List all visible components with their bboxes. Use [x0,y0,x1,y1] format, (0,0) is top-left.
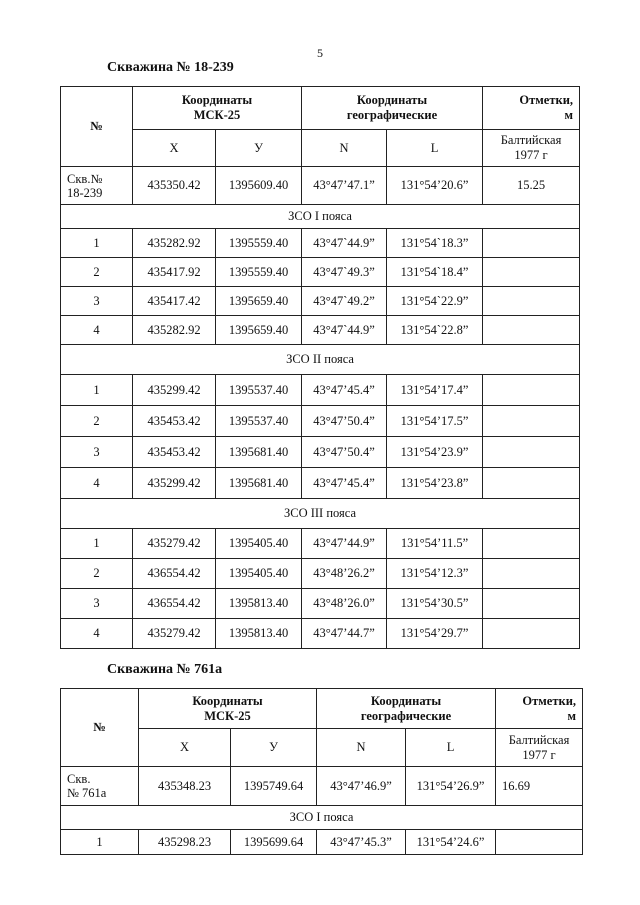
table-row [61,589,580,619]
cell-num: 2 [61,406,133,437]
cell-num: 3 [61,287,133,316]
col-header-baltic [496,729,583,767]
table-row [61,529,580,559]
col-header-marks [496,689,583,729]
cell-l: 131°54’23.8” [387,468,483,499]
zone-title: ЗСО I пояса [61,806,583,830]
cell-mark [483,258,580,287]
cell-n: 43°47’47.1” [302,167,387,205]
col-header-num: № [61,689,139,767]
col-header-geo [317,689,496,729]
col-header-geo [302,87,483,130]
cell-l: 131°54’17.5” [387,406,483,437]
cell-l: 131°54`22.8” [387,316,483,345]
col-header-y: У [216,130,302,167]
cell-x: 435348.23 [139,767,231,806]
cell-l: 131°54’26.9” [406,767,496,806]
col-header-marks-line2: м [567,708,577,723]
cell-y: 1395537.40 [216,406,302,437]
cell-n: 43°47`49.3” [302,258,387,287]
well-label-line2: 18-239 [67,185,103,200]
col-header-msk-line1: Координаты [181,93,253,107]
cell-mark [483,287,580,316]
cell-y: 1395537.40 [216,375,302,406]
cell-n: 43°47’45.4” [302,375,387,406]
well-label [61,767,139,806]
cell-mark [483,529,580,559]
well-label-line1: Скв. [67,772,91,786]
cell-num: 4 [61,468,133,499]
col-header-geo-line2: географические [360,708,452,723]
cell-x: 435299.42 [133,375,216,406]
col-header-baltic-line1: Балтийская [500,133,562,147]
col-header-msk-line2: МСК-25 [193,108,241,122]
cell-num: 2 [61,559,133,589]
cell-num: 2 [61,258,133,287]
well-label [61,167,133,205]
well1-title: Скважина № 18-239 [107,60,234,75]
cell-num: 1 [61,529,133,559]
cell-mark [483,406,580,437]
zone-title: ЗСО I пояса [61,205,580,229]
col-header-baltic-line1: Балтийская [508,732,570,747]
table-row [61,316,580,345]
cell-n: 43°47`49.2” [302,287,387,316]
cell-x: 435299.42 [133,468,216,499]
cell-y: 1395813.40 [216,589,302,619]
col-header-num: № [61,87,133,167]
cell-n: 43°47’50.4” [302,406,387,437]
cell-n: 43°48’26.0” [302,589,387,619]
cell-mark: 15.25 [483,167,580,205]
cell-n: 43°47’44.7” [302,619,387,649]
cell-mark [483,437,580,468]
col-header-marks-line2: м [564,108,574,122]
col-header-geo-line1: Координаты [356,93,428,107]
well-row [61,767,583,806]
cell-y: 1395405.40 [216,559,302,589]
cell-y: 1395749.64 [231,767,317,806]
zone-title: ЗСО II пояса [61,345,580,375]
cell-y: 1395813.40 [216,619,302,649]
cell-mark [483,559,580,589]
cell-num: 1 [61,830,139,855]
table-row [61,468,580,499]
cell-n: 43°47`44.9” [302,316,387,345]
col-header-baltic [483,130,580,167]
table-row [61,619,580,649]
cell-y: 1395699.64 [231,830,317,855]
cell-l: 131°54’17.4” [387,375,483,406]
cell-y: 1395681.40 [216,468,302,499]
col-header-marks-line1: Отметки, [522,693,577,708]
col-header-x: X [139,729,231,767]
cell-num: 1 [61,229,133,258]
cell-l: 131°54’20.6” [387,167,483,205]
cell-y: 1395659.40 [216,287,302,316]
cell-y: 1395405.40 [216,529,302,559]
cell-x: 435279.42 [133,529,216,559]
cell-x: 435350.42 [133,167,216,205]
cell-x: 435417.92 [133,258,216,287]
cell-y: 1395659.40 [216,316,302,345]
table-row [61,229,580,258]
col-header-msk [139,689,317,729]
well-label-line1: Скв.№ [67,171,103,186]
cell-mark [483,619,580,649]
col-header-msk-line1: Координаты [192,693,263,708]
col-header-n: N [302,130,387,167]
cell-n: 43°47`44.9” [302,229,387,258]
cell-mark [496,830,583,855]
table-row [61,258,580,287]
cell-y: 1395559.40 [216,258,302,287]
well-label-line2: № 761а [67,786,107,800]
cell-l: 131°54’24.6” [406,830,496,855]
cell-y: 1395609.40 [216,167,302,205]
cell-n: 43°48’26.2” [302,559,387,589]
cell-mark: 16.69 [496,767,583,806]
col-header-y: У [231,729,317,767]
cell-x: 435282.92 [133,316,216,345]
cell-y: 1395681.40 [216,437,302,468]
table-row [61,287,580,316]
well2-title: Скважина № 761а [107,662,223,677]
col-header-baltic-line2: 1977 г [514,148,548,162]
col-header-n: N [317,729,406,767]
cell-x: 435453.42 [133,437,216,468]
page-number: 5 [317,46,323,60]
cell-n: 43°47’50.4” [302,437,387,468]
cell-x: 435298.23 [139,830,231,855]
cell-l: 131°54’12.3” [387,559,483,589]
cell-l: 131°54`22.9” [387,287,483,316]
table-row [61,406,580,437]
cell-l: 131°54’29.7” [387,619,483,649]
cell-mark [483,316,580,345]
cell-x: 435417.42 [133,287,216,316]
cell-num: 3 [61,437,133,468]
col-header-geo-line1: Координаты [370,693,442,708]
cell-n: 43°47’44.9” [302,529,387,559]
table-row [61,375,580,406]
zone-title: ЗСО III пояса [61,499,580,529]
cell-mark [483,589,580,619]
table-row [61,559,580,589]
cell-n: 43°47’46.9” [317,767,406,806]
col-header-baltic-line2: 1977 г [522,747,556,762]
col-header-x: X [133,130,216,167]
well-row [61,167,580,205]
table-row [61,437,580,468]
col-header-msk-line2: МСК-25 [204,708,251,723]
table-row [61,830,583,855]
cell-y: 1395559.40 [216,229,302,258]
col-header-l: L [406,729,496,767]
cell-x: 436554.42 [133,559,216,589]
cell-mark [483,468,580,499]
cell-l: 131°54’30.5” [387,589,483,619]
cell-num: 4 [61,619,133,649]
cell-l: 131°54’23.9” [387,437,483,468]
cell-x: 435453.42 [133,406,216,437]
cell-l: 131°54`18.3” [387,229,483,258]
col-header-msk [133,87,302,130]
col-header-marks-line1: Отметки, [519,93,574,107]
cell-l: 131°54`18.4” [387,258,483,287]
cell-x: 435282.92 [133,229,216,258]
cell-num: 1 [61,375,133,406]
cell-mark [483,375,580,406]
cell-l: 131°54’11.5” [387,529,483,559]
cell-n: 43°47’45.3” [317,830,406,855]
well1-table [60,86,580,649]
cell-num: 3 [61,589,133,619]
col-header-marks [483,87,580,130]
col-header-geo-line2: географические [346,108,438,122]
cell-num: 4 [61,316,133,345]
cell-x: 435279.42 [133,619,216,649]
cell-x: 436554.42 [133,589,216,619]
well2-table [60,688,583,855]
col-header-l: L [387,130,483,167]
cell-n: 43°47’45.4” [302,468,387,499]
cell-mark [483,229,580,258]
